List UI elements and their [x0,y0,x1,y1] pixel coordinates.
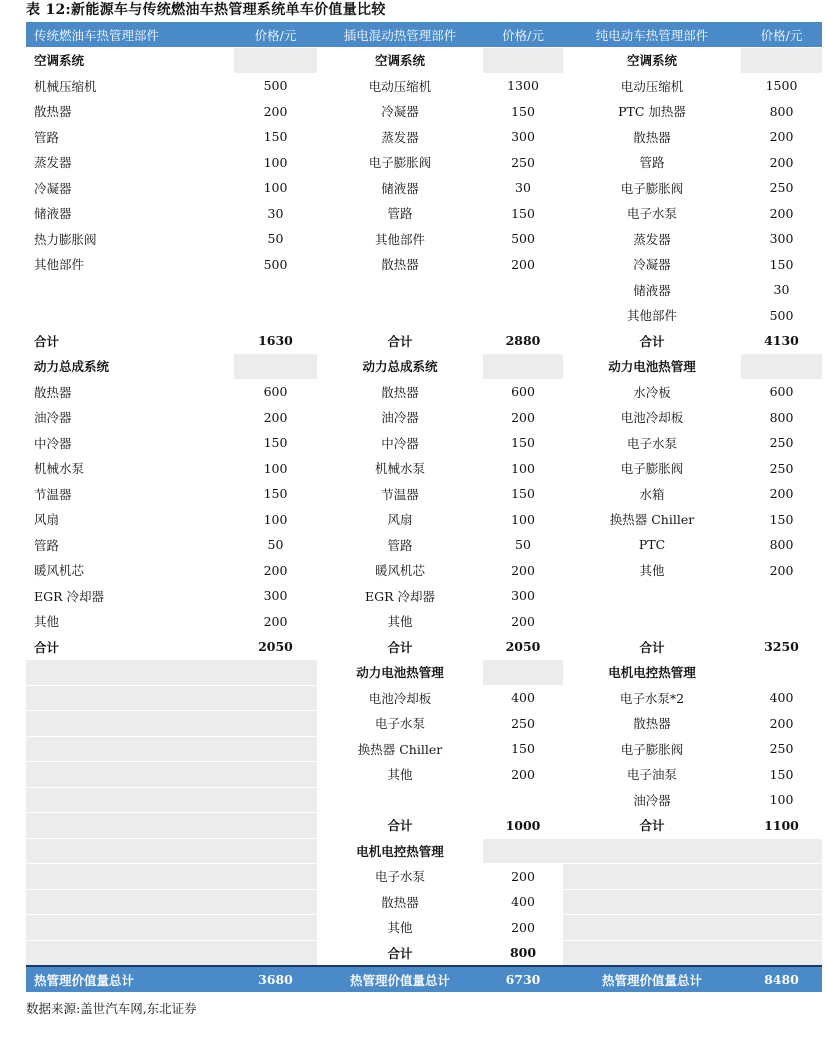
bev-part [563,864,741,890]
table-row [26,456,822,482]
phev-part: EGR 冷却器 [317,583,483,609]
header-ice-parts: 传统燃油车热管理部件 [26,22,234,48]
phev-price: 150 [483,481,563,507]
bev-price: 150 [741,252,822,278]
phev-part: 换热器 Chiller [317,736,483,762]
ice-price: 100 [234,507,317,533]
bev-part: 电子水泵*2 [563,685,741,711]
phev-price: 400 [483,889,563,915]
phev-part: 电子水泵 [317,711,483,737]
bev-price [741,48,822,74]
phev-price: 200 [483,915,563,941]
bev-part: 合计 [563,813,741,839]
phev-price: 400 [483,685,563,711]
ice-part: EGR 冷却器 [26,583,234,609]
bev-part [563,915,741,941]
ice-part: 风扇 [26,507,234,533]
ice-part [26,277,234,303]
bev-part: 储液器 [563,277,741,303]
table-row [26,99,822,125]
phev-price [483,660,563,686]
phev-part: 管路 [317,201,483,227]
bev-price: 150 [741,762,822,788]
bev-price: 150 [741,507,822,533]
bev-part: PTC [563,532,741,558]
ice-price: 100 [234,150,317,176]
phev-price: 2050 [483,634,563,660]
bev-price: 3250 [741,634,822,660]
bev-part: 电子膨胀阀 [563,456,741,482]
bev-part: 管路 [563,150,741,176]
bev-part: 电池冷却板 [563,405,741,431]
bev-part: 散热器 [563,711,741,737]
phev-part: 其他 [317,915,483,941]
phev-part: 电子膨胀阀 [317,150,483,176]
ice-part: 合计 [26,328,234,354]
phev-price: 800 [483,940,563,966]
ice-price [234,303,317,329]
bev-part [563,838,741,864]
bev-price: 200 [741,711,822,737]
ice-price: 300 [234,583,317,609]
subtotal-row [26,328,822,354]
bev-part: PTC 加热器 [563,99,741,125]
bev-part: 冷凝器 [563,252,741,278]
table-row [26,379,822,405]
phev-part [317,303,483,329]
bev-price: 500 [741,303,822,329]
table-row [26,787,822,813]
ice-price: 2050 [234,634,317,660]
bev-part: 其他 [563,558,741,584]
ice-price: 50 [234,226,317,252]
ice-price [234,915,317,941]
bev-part: 电子水泵 [563,201,741,227]
ice-part: 冷凝器 [26,175,234,201]
ice-price: 150 [234,124,317,150]
ice-part: 储液器 [26,201,234,227]
phev-price: 1000 [483,813,563,839]
ice-part [26,762,234,788]
bev-price: 30 [741,277,822,303]
bev-price [741,940,822,966]
phev-part: 散热器 [317,379,483,405]
ice-price: 500 [234,73,317,99]
bev-price [741,915,822,941]
phev-part: 其他 [317,762,483,788]
ice-price [234,889,317,915]
phev-price: 200 [483,558,563,584]
bev-part [563,889,741,915]
bev-part: 油冷器 [563,787,741,813]
ice-part [26,915,234,941]
bev-price: 800 [741,532,822,558]
table-row [26,430,822,456]
phev-part: 其他部件 [317,226,483,252]
bev-price [741,354,822,380]
phev-part: 其他 [317,609,483,635]
ice-price: 200 [234,609,317,635]
table-row [26,762,822,788]
ice-part [26,711,234,737]
phev-part: 合计 [317,328,483,354]
ice-price: 200 [234,558,317,584]
ice-price [234,838,317,864]
ice-price: 500 [234,252,317,278]
phev-part: 电动压缩机 [317,73,483,99]
grand-total-label-ice: 热管理价值量总计 [26,966,234,993]
grand-total-label-bev: 热管理价值量总计 [563,966,741,993]
bev-part: 电子水泵 [563,430,741,456]
bev-price: 250 [741,456,822,482]
bev-price: 800 [741,405,822,431]
phev-price [483,303,563,329]
bev-price [741,660,822,686]
bev-part: 水箱 [563,481,741,507]
table-row [26,201,822,227]
phev-part [317,277,483,303]
phev-price: 2880 [483,328,563,354]
ice-part [26,787,234,813]
phev-part: 空调系统 [317,48,483,74]
table-row [26,124,822,150]
phev-price: 200 [483,864,563,890]
table-row [26,226,822,252]
bev-part: 其他部件 [563,303,741,329]
phev-part: 油冷器 [317,405,483,431]
table-row [26,532,822,558]
grand-total-label-phev: 热管理价值量总计 [317,966,483,993]
table-row [26,150,822,176]
bev-part: 散热器 [563,124,741,150]
phev-part: 动力电池热管理 [317,660,483,686]
grand-total-row [26,966,822,993]
subtotal-row [26,634,822,660]
table-row [26,73,822,99]
phev-part: 合计 [317,940,483,966]
phev-price: 1300 [483,73,563,99]
bev-price [741,609,822,635]
table-row [26,736,822,762]
ice-price [234,354,317,380]
phev-part: 风扇 [317,507,483,533]
bev-part: 空调系统 [563,48,741,74]
phev-price: 150 [483,201,563,227]
table-row [26,864,822,890]
ice-price [234,787,317,813]
ice-part: 散热器 [26,99,234,125]
phev-part: 节温器 [317,481,483,507]
ice-price [234,711,317,737]
section-row [26,838,822,864]
section-row [26,660,822,686]
subtotal-row [26,813,822,839]
table-row [26,405,822,431]
subtotal-row [26,940,822,966]
bev-part: 电机电控热管理 [563,660,741,686]
bev-price: 200 [741,481,822,507]
table-row [26,609,822,635]
bev-price: 200 [741,124,822,150]
bev-price: 300 [741,226,822,252]
data-source-note: 数据来源:盖世汽车网,东北证券 [26,1001,197,1016]
phev-price [483,277,563,303]
phev-price: 200 [483,405,563,431]
phev-part: 合计 [317,813,483,839]
bev-price [741,583,822,609]
ice-part [26,864,234,890]
phev-part: 机械水泵 [317,456,483,482]
table-row [26,507,822,533]
ice-part: 其他部件 [26,252,234,278]
ice-part [26,660,234,686]
ice-part: 合计 [26,634,234,660]
ice-price: 150 [234,481,317,507]
ice-part [26,303,234,329]
table-row [26,303,822,329]
phev-price: 50 [483,532,563,558]
bev-price: 4130 [741,328,822,354]
ice-part [26,736,234,762]
ice-part: 机械水泵 [26,456,234,482]
phev-price: 250 [483,150,563,176]
ice-price: 50 [234,532,317,558]
bev-part: 动力电池热管理 [563,354,741,380]
bev-price: 400 [741,685,822,711]
bev-part: 电子油泵 [563,762,741,788]
ice-part: 散热器 [26,379,234,405]
phev-part: 电池冷却板 [317,685,483,711]
header-bev-price: 价格/元 [741,22,822,48]
ice-part: 暖风机芯 [26,558,234,584]
bev-part [563,583,741,609]
table-row [26,252,822,278]
table-row [26,685,822,711]
phev-price: 200 [483,762,563,788]
phev-price [483,838,563,864]
header-row [26,22,822,48]
bev-price: 100 [741,787,822,813]
ice-price: 200 [234,99,317,125]
ice-price [234,864,317,890]
bev-part: 电动压缩机 [563,73,741,99]
ice-price: 600 [234,379,317,405]
ice-price [234,277,317,303]
phev-part [317,787,483,813]
header-ice-price: 价格/元 [234,22,317,48]
section-row [26,48,822,74]
phev-price: 150 [483,99,563,125]
ice-price [234,660,317,686]
ice-part: 管路 [26,124,234,150]
table-row [26,277,822,303]
section-row [26,354,822,380]
ice-part [26,889,234,915]
header-bev-parts: 纯电动车热管理部件 [563,22,741,48]
ice-part: 机械压缩机 [26,73,234,99]
phev-part: 储液器 [317,175,483,201]
ice-part [26,813,234,839]
phev-price: 500 [483,226,563,252]
bev-price [741,889,822,915]
ice-part [26,940,234,966]
ice-price: 200 [234,405,317,431]
phev-part: 电子水泵 [317,864,483,890]
bev-price [741,838,822,864]
ice-part: 热力膨胀阀 [26,226,234,252]
bev-price: 250 [741,430,822,456]
phev-price: 200 [483,252,563,278]
phev-part: 冷凝器 [317,99,483,125]
phev-price: 300 [483,124,563,150]
bev-price: 600 [741,379,822,405]
bev-price: 1500 [741,73,822,99]
bev-part: 蒸发器 [563,226,741,252]
bev-part: 水冷板 [563,379,741,405]
ice-price [234,48,317,74]
bev-price [741,864,822,890]
ice-price [234,736,317,762]
phev-price: 100 [483,507,563,533]
bev-part [563,940,741,966]
bev-price: 250 [741,736,822,762]
table-row [26,889,822,915]
ice-price: 100 [234,175,317,201]
phev-part: 蒸发器 [317,124,483,150]
value-comparison-table [26,22,822,993]
ice-part: 中冷器 [26,430,234,456]
table-title: 表 12:新能源车与传统燃油车热管理系统单车价值量比较 [26,2,386,18]
phev-price [483,354,563,380]
bev-price: 200 [741,201,822,227]
ice-price: 30 [234,201,317,227]
phev-part: 管路 [317,532,483,558]
bev-price: 800 [741,99,822,125]
ice-part: 节温器 [26,481,234,507]
phev-price: 150 [483,736,563,762]
grand-total-bev: 8480 [741,966,822,993]
phev-part: 中冷器 [317,430,483,456]
header-phev-price: 价格/元 [483,22,563,48]
phev-part: 散热器 [317,252,483,278]
ice-part: 蒸发器 [26,150,234,176]
bev-part: 电子膨胀阀 [563,736,741,762]
ice-part [26,685,234,711]
table-body [26,48,822,967]
phev-price: 200 [483,609,563,635]
phev-price: 250 [483,711,563,737]
ice-part: 管路 [26,532,234,558]
bev-part: 合计 [563,634,741,660]
header-phev-parts: 插电混动热管理部件 [317,22,483,48]
table-row [26,583,822,609]
phev-part: 合计 [317,634,483,660]
table-row [26,915,822,941]
grand-total-phev: 6730 [483,966,563,993]
bev-part [563,609,741,635]
bev-price: 200 [741,558,822,584]
bev-part: 换热器 Chiller [563,507,741,533]
phev-part: 电机电控热管理 [317,838,483,864]
ice-price [234,762,317,788]
phev-price: 150 [483,430,563,456]
ice-price: 1630 [234,328,317,354]
table-row [26,558,822,584]
phev-part: 暖风机芯 [317,558,483,584]
ice-price: 150 [234,430,317,456]
phev-part: 散热器 [317,889,483,915]
bev-price: 250 [741,175,822,201]
ice-price [234,685,317,711]
phev-price: 30 [483,175,563,201]
ice-price: 100 [234,456,317,482]
phev-price [483,787,563,813]
bev-part: 合计 [563,328,741,354]
ice-part: 其他 [26,609,234,635]
bev-part: 电子膨胀阀 [563,175,741,201]
ice-price [234,940,317,966]
table-row [26,711,822,737]
ice-part: 动力总成系统 [26,354,234,380]
table-row [26,175,822,201]
table-row [26,481,822,507]
grand-total-ice: 3680 [234,966,317,993]
ice-price [234,813,317,839]
phev-price: 600 [483,379,563,405]
bev-price: 200 [741,150,822,176]
ice-part [26,838,234,864]
ice-part: 空调系统 [26,48,234,74]
phev-price: 100 [483,456,563,482]
ice-part: 油冷器 [26,405,234,431]
phev-price: 300 [483,583,563,609]
bev-price: 1100 [741,813,822,839]
phev-part: 动力总成系统 [317,354,483,380]
phev-price [483,48,563,74]
